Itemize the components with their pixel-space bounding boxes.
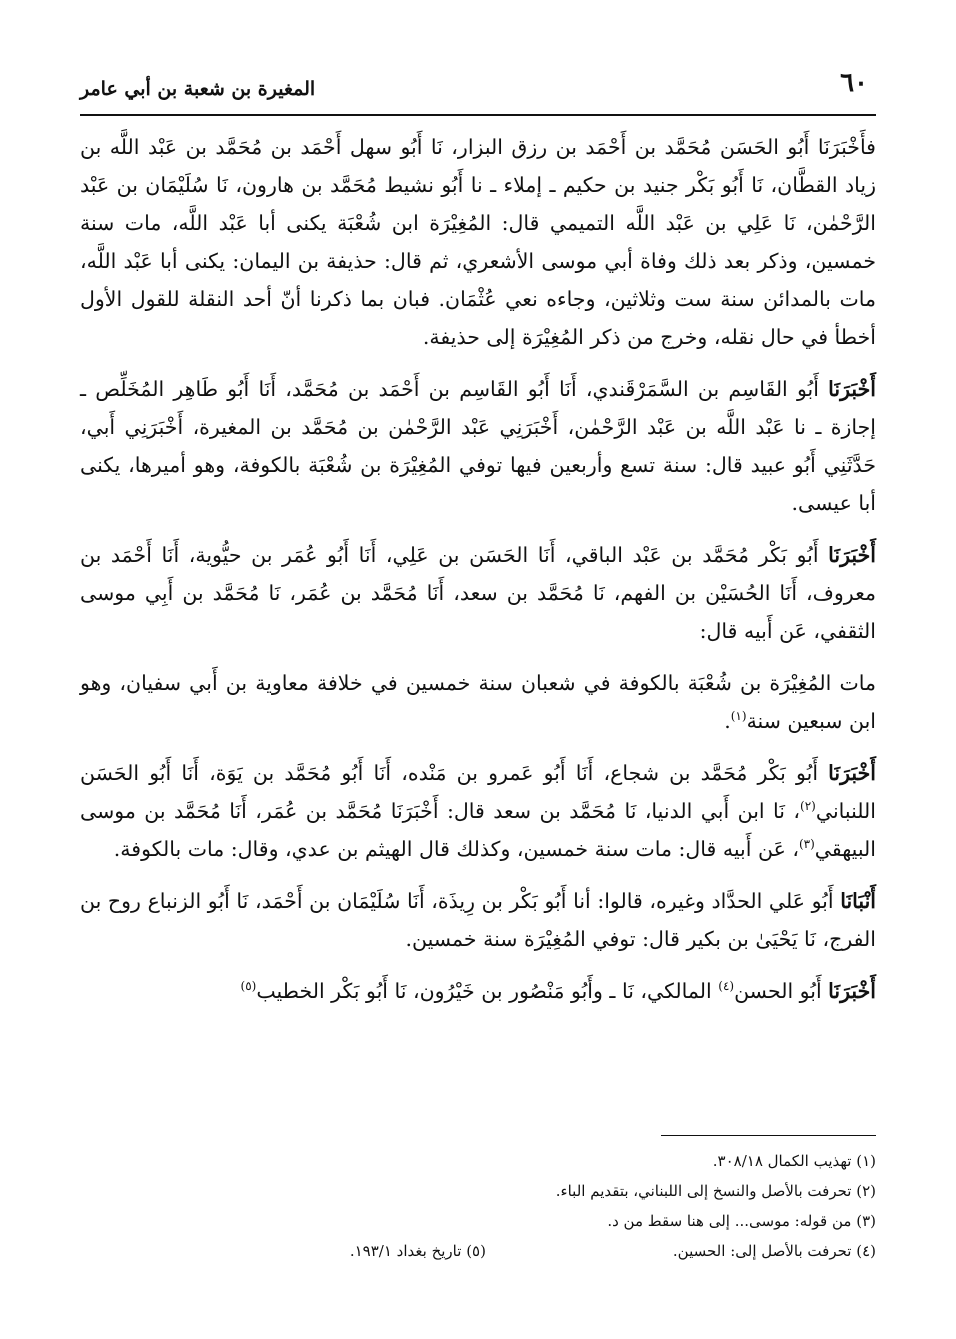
paragraph-lead: أَخْبَرَنَا bbox=[828, 979, 876, 1003]
paragraph-text: ، عَن أَبيه قال: مات سنة خمسين، وكذلك قال الهيثم بن عدي، وقال: مات بالكوفة. bbox=[113, 837, 799, 861]
page-number: ٦٠ bbox=[840, 68, 868, 98]
paragraph-text: أَبُو القَاسِم بن السَّمَرْقَندي، أَنَا أَبُو القَاسِم بن أَحْمَد بن مُحَمَّد، أَنَا أَبُو طَاهِر المُخَلِّص ـ إجازة ـ نا عَبْد اللَّه بن عَبْد الرَّحْمٰن، أَخْبَرَنِي عَبْد الرَّحْمٰن بن مُحَمَّد بن المغيرة، أَخْبَرَنِي أَبي، حَدَّثَنِي أَبُو عبيد قال: سنة تسع وأربعين فيها توفي المُغِيْرَة بن شُعْبَة بالكوفة، وهو أميرها، يكنى أبا عيسى. bbox=[80, 377, 876, 515]
footnotes bbox=[80, 1135, 876, 1266]
paragraph-text: أَبُو بَكْر مُحَمَّد بن شجاع، أَنَا أَبُو عَمرو بن مَنْده، أَنَا أَبُو مُحَمَّد بن يَوَة، أَنَا أَبُو الحَسَن اللنباني bbox=[80, 761, 876, 823]
paragraph-1 bbox=[80, 128, 876, 356]
running-title: المغيرة بن شعبة بن أبي عامر bbox=[80, 78, 316, 100]
page-header bbox=[80, 60, 876, 116]
paragraph-end: . bbox=[724, 709, 731, 733]
paragraph-lead: أَنْبَانَا bbox=[840, 889, 876, 913]
paragraph-lead: أَخْبَرَنَا bbox=[828, 761, 876, 785]
footnote-ref-1[interactable]: (١) bbox=[730, 709, 747, 724]
paragraph-lead: أَخْبَرَنَا bbox=[828, 377, 876, 401]
paragraph-lead: أَخْبَرَنَا bbox=[828, 543, 876, 567]
footnote-divider bbox=[661, 1135, 876, 1136]
paragraph-text: مات المُغِيْرَة بن شُعْبَة بالكوفة في شعبان سنة خمسين في خلافة معاوية بن أَبي سفيان، وهو ابن سبعين سنة bbox=[80, 671, 876, 733]
footnote-5: (٥) تاريخ بغداد ١٩٣/١. bbox=[349, 1242, 486, 1260]
footnote-ref-4[interactable]: (٤) bbox=[718, 979, 735, 994]
paragraph-text: أَبُو عَلي الحدَّاد وغيره، قالوا: أنا أَبُو بَكْر بن رِيذَة، أَنَا سُلَيْمَان بن أَحْمَد، نَا أَبُو الزنباع روح بن الفرج، نَا يَحْيَىٰ بن بكير قال: توفي المُغِيْرَة سنة خمسين. bbox=[80, 889, 876, 951]
footnote-2: (٢) تحرفت بالأصل والنسخ إلى اللبناني، بتقديم الباء. bbox=[555, 1182, 876, 1200]
paragraph-text: فأَخْبَرَنَا أَبُو الحَسَن مُحَمَّد بن أَحْمَد بن رزق البزار، نَا أَبُو سهل أَحْمَد بن مُحَمَّد بن عَبْد اللَّه بن زياد القطَّان، نَا أَبُو بَكْر جنيد بن حكيم ـ إملاء ـ نا أَبُو نشيط مُحَمَّد بن هارون، نَا سُلَيْمَان بن عَبْد الرَّحْمٰن، نَا عَلِي بن عَبْد اللَّه التميمي قال: المُغِيْرَة ابن شُعْبَة يكنى أبا عَبْد اللَّه، مات سنة خمسين، وذكر بعد ذلك وفاة أبي موسى الأشعري، ثم قال: حذيفة بن اليمان: يكنى أبا عَبْد اللَّه، مات بالمدائن سنة ست وثلاثين، وجاءه نعي عُثْمَان. فبان بما ذكرنا أنّ أحد النقلة للقول الأول أخطأ في حال نقله، وخرج من ذكر المُغِيْرَة إلى حذيفة. bbox=[80, 135, 876, 349]
main-text bbox=[80, 128, 876, 1010]
footnote-ref-3[interactable]: (٣) bbox=[798, 837, 815, 852]
footnote-3: (٣) من قوله: موسى... إلى هنا سقط من د. bbox=[607, 1212, 876, 1230]
paragraph-text: ، نَا ابن أَبي الدنيا، نَا مُحَمَّد بن سعد قال: أَخْبَرَنَا مُحَمَّد بن عُمَر، أَنَا مُحَمَّد بن موسى البيهقي bbox=[80, 799, 876, 861]
paragraph-2 bbox=[80, 370, 876, 522]
paragraph-text: المالكي، نَا ـ وأَبُو مَنْصُور بن خَيْرُون، نَا أَبُو بَكْر الخطيب bbox=[256, 979, 719, 1003]
paragraph-6 bbox=[80, 882, 876, 958]
paragraph-3 bbox=[80, 536, 876, 650]
paragraph-4 bbox=[80, 664, 876, 740]
footnote-4: (٤) تحرفت بالأصل إلى: الحسين. bbox=[672, 1242, 876, 1260]
footnote-ref-2[interactable]: (٢) bbox=[800, 799, 816, 814]
paragraph-7 bbox=[80, 972, 876, 1010]
footnote-1: (١) تهذيب الكمال ٣٠٨/١٨. bbox=[712, 1152, 876, 1170]
footnote-row bbox=[80, 1236, 876, 1266]
paragraph-5 bbox=[80, 754, 876, 868]
paragraph-text: أَبُو بَكْر مُحَمَّد بن عَبْد الباقي، أَنَا الحَسَن بن عَلِي، أَنَا أَبُو عُمَر بن حيُّوية، أَنَا أَحْمَد بن معروف، أَنَا الحُسَيْن بن الفهم، نَا مُحَمَّد بن سعد، أَنَا مُحَمَّد بن عُمَر، نَا مُحَمَّد بن أَبِي موسى الثقفي، عَن أَبيه قال: bbox=[80, 543, 876, 643]
footnote-ref-5[interactable]: (٥) bbox=[240, 979, 257, 994]
paragraph-text: أَبُو الحسن bbox=[734, 979, 829, 1003]
